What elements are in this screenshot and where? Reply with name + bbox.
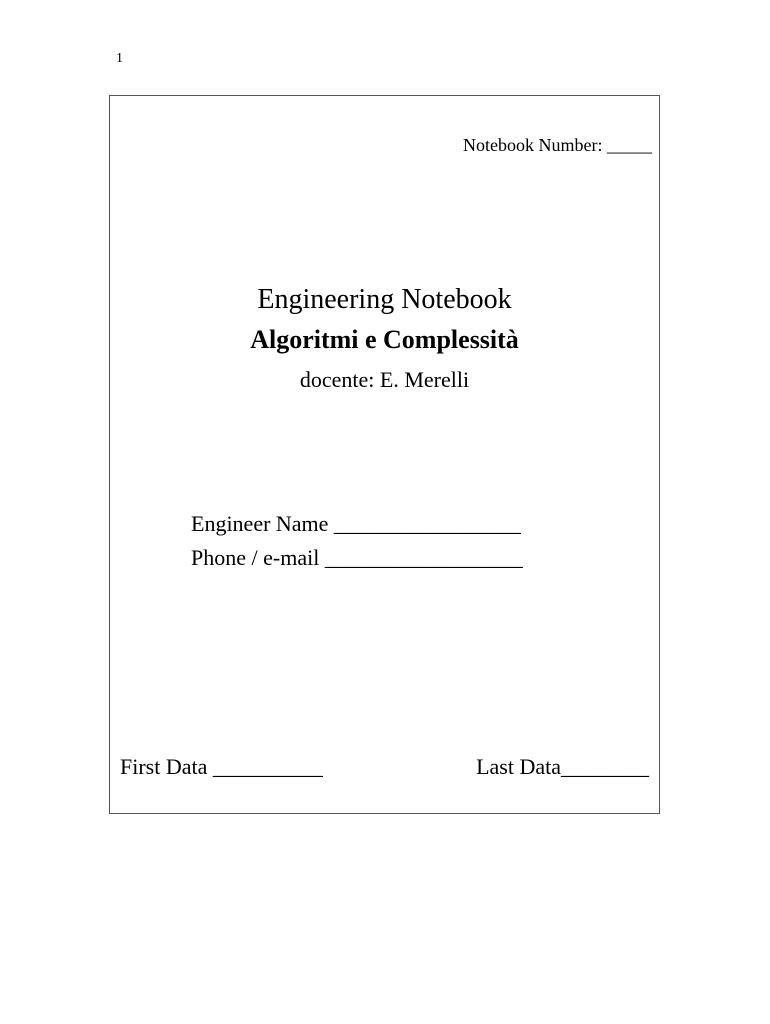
first-data-field: First Data __________: [120, 754, 323, 779]
engineer-info-fields: [191, 507, 523, 575]
teacher-name: docente: E. Merelli: [299, 367, 470, 392]
title-block: [110, 283, 659, 395]
course-title: Algoritmi e Complessità: [250, 325, 519, 354]
page-title: Engineering Notebook: [257, 284, 512, 315]
notebook-number-field: Notebook Number: _____: [463, 135, 652, 155]
engineer-name-field: Engineer Name _________________: [191, 511, 521, 536]
page-number: 1: [116, 51, 123, 66]
phone-email-field: Phone / e-mail __________________: [191, 545, 523, 570]
last-data-field: Last Data________: [476, 754, 649, 779]
cover-frame: [109, 95, 660, 814]
